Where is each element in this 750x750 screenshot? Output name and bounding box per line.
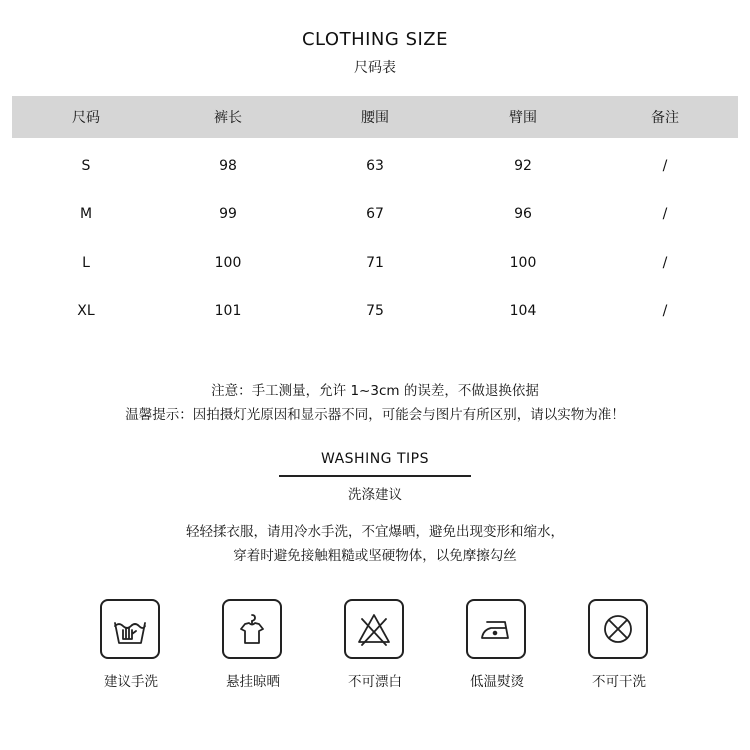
size-cell: S bbox=[81, 158, 91, 174]
measurement-note: 注意：手工测量，允许 1~3cm 的误差，不做退换依据 bbox=[211, 383, 539, 399]
waist-cell: 75 bbox=[366, 303, 384, 319]
header-pants-length: 裤长 bbox=[214, 110, 242, 126]
size-chart-title-en: CLOTHING SIZE bbox=[301, 29, 449, 50]
remarks-cell: / bbox=[662, 158, 668, 174]
arm-cell: 100 bbox=[509, 255, 537, 271]
length-cell: 100 bbox=[214, 255, 242, 271]
header-waist: 腰围 bbox=[361, 110, 389, 126]
waist-cell: 67 bbox=[366, 206, 384, 222]
divider bbox=[279, 475, 471, 477]
hang-dry-label: 悬挂晾晒 bbox=[226, 674, 280, 690]
length-cell: 101 bbox=[214, 303, 242, 319]
no-dry-clean-label: 不可干洗 bbox=[592, 674, 646, 690]
washing-tips-title: WASHING TIPS bbox=[321, 451, 429, 467]
header-remarks: 备注 bbox=[651, 110, 679, 126]
washing-tips-subtitle: 洗涤建议 bbox=[348, 487, 402, 503]
low-iron-label: 低温熨烫 bbox=[470, 674, 524, 690]
size-cell: L bbox=[82, 255, 90, 271]
hand-wash-icon bbox=[100, 599, 160, 659]
care-instruction-line: 穿着时避免接触粗糙或坚硬物体，以免摩擦勾丝 bbox=[233, 548, 517, 564]
header-size: 尺码 bbox=[72, 110, 100, 126]
arm-cell: 104 bbox=[509, 303, 537, 319]
remarks-cell: / bbox=[662, 255, 668, 271]
header-arm: 臂围 bbox=[509, 110, 537, 126]
no-bleach-icon bbox=[344, 599, 404, 659]
hang-dry-icon bbox=[222, 599, 282, 659]
remarks-cell: / bbox=[662, 206, 668, 222]
table-row bbox=[0, 255, 750, 279]
length-cell: 98 bbox=[219, 158, 237, 174]
no-dry-clean-icon bbox=[588, 599, 648, 659]
table-row bbox=[0, 206, 750, 230]
arm-cell: 92 bbox=[514, 158, 532, 174]
length-cell: 99 bbox=[219, 206, 237, 222]
size-cell: XL bbox=[77, 303, 95, 319]
display-tip: 温馨提示：因拍摄灯光原因和显示器不同，可能会与图片有所区别，请以实物为准！ bbox=[125, 407, 625, 423]
size-cell: M bbox=[79, 206, 93, 222]
hand-wash-label: 建议手洗 bbox=[104, 674, 158, 690]
table-row bbox=[0, 303, 750, 327]
no-bleach-label: 不可漂白 bbox=[348, 674, 402, 690]
size-table-header bbox=[12, 96, 738, 138]
waist-cell: 63 bbox=[366, 158, 384, 174]
waist-cell: 71 bbox=[366, 255, 384, 271]
arm-cell: 96 bbox=[514, 206, 532, 222]
remarks-cell: / bbox=[662, 303, 668, 319]
low-iron-icon bbox=[466, 599, 526, 659]
table-row bbox=[0, 158, 750, 182]
care-instruction-line: 轻轻揉衣服，请用冷水手洗，不宜爆晒，避免出现变形和缩水， bbox=[186, 524, 564, 540]
size-chart-title-cn: 尺码表 bbox=[354, 60, 396, 76]
